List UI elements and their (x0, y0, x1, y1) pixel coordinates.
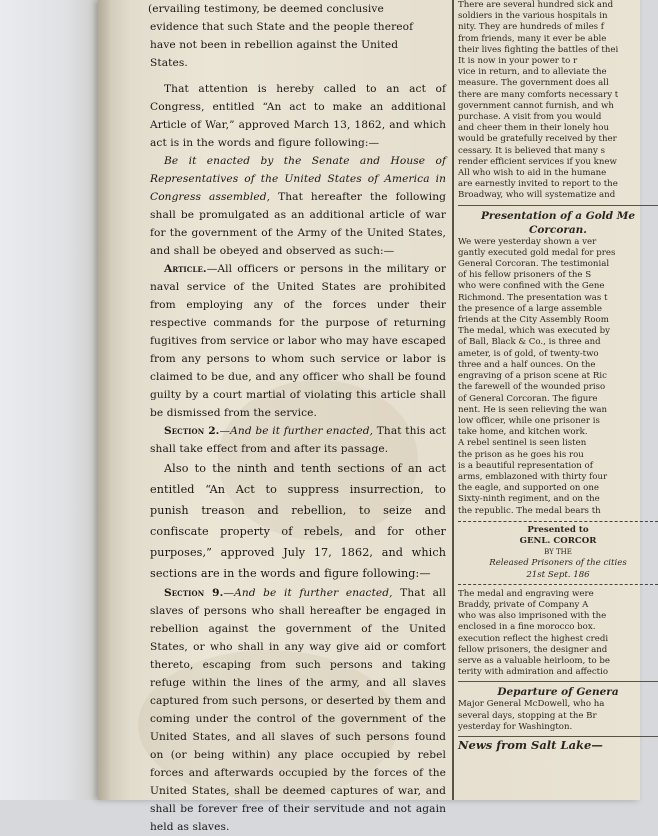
text-line: General Corcoran. The testimonial (458, 259, 610, 270)
text-line: gantly executed gold medal for pres (458, 247, 616, 258)
divider (458, 736, 658, 737)
para-section9 (150, 584, 446, 836)
heading-medal-2: Corcoran. (529, 223, 587, 236)
para-also: Also to the ninth and tenth sections of an act entitled “An Act to suppress insurrection, to punish treason and rebellion, to seize and confiscate property of rebels, and for other purposes,” approved July 17, 1862, and which sections are in the words and figure following:— (150, 462, 446, 580)
line-top-4: States. (150, 57, 188, 69)
text-line: ameter, is of gold, of twenty-two (458, 348, 599, 359)
text-line: Sixty-ninth regiment, and on the (458, 494, 600, 505)
text-line: and cheer them in their lonely hou (458, 123, 610, 134)
text-line: the prison as he goes his rou (458, 449, 584, 460)
right-top-block (458, 0, 658, 202)
inscription-line: 21st Sept. 186 (526, 569, 590, 580)
departure-block (458, 699, 658, 733)
text-line: All who wish to aid in the humane (458, 168, 607, 179)
text-line: purchase. A visit from you would (458, 112, 602, 123)
inscription-line: Released Prisoners of the cities (489, 558, 627, 569)
right-column (458, 0, 658, 800)
section2-text: That this act shall take effect from and after its passage. (150, 425, 446, 455)
text-line: several days, stopping at the Br (458, 710, 597, 721)
column-rule (452, 0, 454, 800)
inscription-line: Presented to (527, 524, 589, 535)
enacted-italic: Be it enacted by the Senate and House of Representatives of the United States of America in Congress assembled, (150, 155, 446, 203)
text-line: execution reflect the highest credi (458, 633, 609, 644)
after-block (458, 589, 658, 679)
paper-edge (98, 0, 110, 800)
para-attention: That attention is hereby called to an act of Congress, entitled “An act to make an additional Article of War,” approved March 13, 1862, and which act is in the words and figure following:— (150, 83, 446, 149)
inscription-line: BY THE (544, 548, 572, 557)
divider (458, 205, 658, 206)
text-line: cessary. It is believed that many s (458, 145, 606, 156)
text-line: their lives fighting the battles of thei (458, 44, 619, 55)
text-line: are earnestly invited to report to the (458, 179, 618, 190)
text-line: who was also imprisoned with the (458, 611, 607, 622)
background-left (0, 0, 110, 800)
text-line: the eagle, and supported on one (458, 483, 599, 494)
text-line: Major General McDowell, who ha (458, 699, 605, 710)
main-column (148, 0, 447, 833)
text-line: the republic. The medal bears th (458, 505, 601, 516)
line-top-3: have not been in rebellion against the United (150, 39, 399, 51)
line-top-2: evidence that such State and the people thereof (150, 21, 414, 33)
text-line: The medal and engraving were (458, 588, 594, 599)
article-text: —All officers or persons in the military or naval service of the United States are prohibited from employing any of the forces under their respective commands for the purpose of returning fugitives from service or labor who may have escaped from any persons to whom such service or labor is claimed to be due, and any officer who shall be found guilty by a court martial of violating this article shall be dismissed from the service. (150, 263, 446, 419)
text-line: yesterday for Washington. (458, 721, 573, 732)
text-line: take home, and kitchen work. (458, 427, 588, 438)
text-line: terity with admiration and affectio (458, 667, 609, 678)
divider (458, 681, 658, 682)
section2-italic: —And be it further enacted, (219, 425, 374, 437)
inscription-line: GENL. CORCOR (519, 535, 597, 546)
text-line: low officer, while one prisoner is (458, 415, 600, 426)
text-line: It is now in your power to r (458, 56, 578, 67)
text-line: the presence of a large assemble (458, 303, 602, 314)
text-line: arms, emblazoned with thirty four (458, 471, 608, 482)
text-line: The medal, which was executed by (458, 326, 610, 337)
text-line: of his fellow prisoners of the S (458, 270, 592, 281)
text-line: A rebel sentinel is seen listen (458, 438, 587, 449)
section9-label: Section 9. (164, 587, 224, 599)
article-label: Article. (164, 263, 207, 275)
text-line: would be gratefully received by ther (458, 134, 617, 145)
text-line: render efficient services if you knew (458, 156, 617, 167)
line-top-1: (ervailing testimony, be deemed conclusive (148, 3, 384, 15)
section9-italic: —And be it further enacted, (223, 587, 393, 599)
text-line: Richmond. The presentation was t (458, 292, 608, 303)
medal-inscription (458, 521, 658, 585)
text-line: the farewell of the wounded priso (458, 382, 606, 393)
text-line: of Ball, Black & Co., is three and (458, 337, 601, 348)
text-line: government cannot furnish, and wh (458, 100, 614, 111)
heading-departure: Departure of Genera (497, 686, 619, 699)
text-line: Braddy, private of Company A (458, 599, 589, 610)
text-line: We were yesterday shown a ver (458, 236, 597, 247)
text-line: soldiers in the various hospitals in (458, 11, 608, 22)
text-line: There are several hundred sick and (458, 0, 614, 10)
medal-block (458, 237, 658, 517)
text-line: fellow prisoners, the designer and (458, 644, 608, 655)
text-line: measure. The government does all (458, 78, 609, 89)
text-line: serve as a valuable heirloom, to be (458, 655, 610, 666)
enacted-rest: That hereafter the following shall be promulgated as an additional article of war for the government of the Army of the United States, and shall be obeyed and observed as such:— (150, 191, 447, 257)
para-enacted (150, 152, 446, 260)
text-line: enclosed in a fine morocco box. (458, 622, 596, 633)
text-line: there are many comforts necessary t (458, 89, 619, 100)
para-section2 (150, 422, 446, 458)
text-line: of General Corcoran. The figure (458, 393, 598, 404)
text-line: engraving of a prison scene at Ric (458, 371, 607, 382)
text-line: from friends, many it ever be able (458, 33, 607, 44)
para-article (150, 260, 446, 422)
heading-medal-1: Presentation of a Gold Me (480, 209, 635, 222)
text-line: vice in return, and to alleviate the (458, 67, 607, 78)
section9-text: That all slaves of persons who shall hereafter be engaged in rebellion against the government of the United States, or who shall in any way give aid or comfort thereto, escaping from such persons and taking refuge within the lines of the army, and all slaves captured from such persons, or deserted by them and coming under the control of the government of the United States, and all slaves of such persons found on (or being within) any place occupied by rebel forces and afterwards occupied by the forces of the United States, shall be deemed captures of war, and shall be forever free of their servitude and not again held as slaves. (150, 587, 446, 833)
text-line: nent. He is seen relieving the wan (458, 404, 608, 415)
text-line: friends at the City Assembly Room (458, 315, 609, 326)
heading-saltlake: News from Salt Lake— (458, 737, 603, 752)
text-line: three and a half ounces. On the (458, 359, 596, 370)
text-line: nity. They are hundreds of miles f (458, 22, 604, 33)
section2-label: Section 2. (164, 425, 220, 437)
text-line: Broadway, who will systematize and (458, 190, 616, 201)
text-line: is a beautiful representation of (458, 460, 593, 471)
text-line: who were confined with the Gene (458, 281, 605, 292)
